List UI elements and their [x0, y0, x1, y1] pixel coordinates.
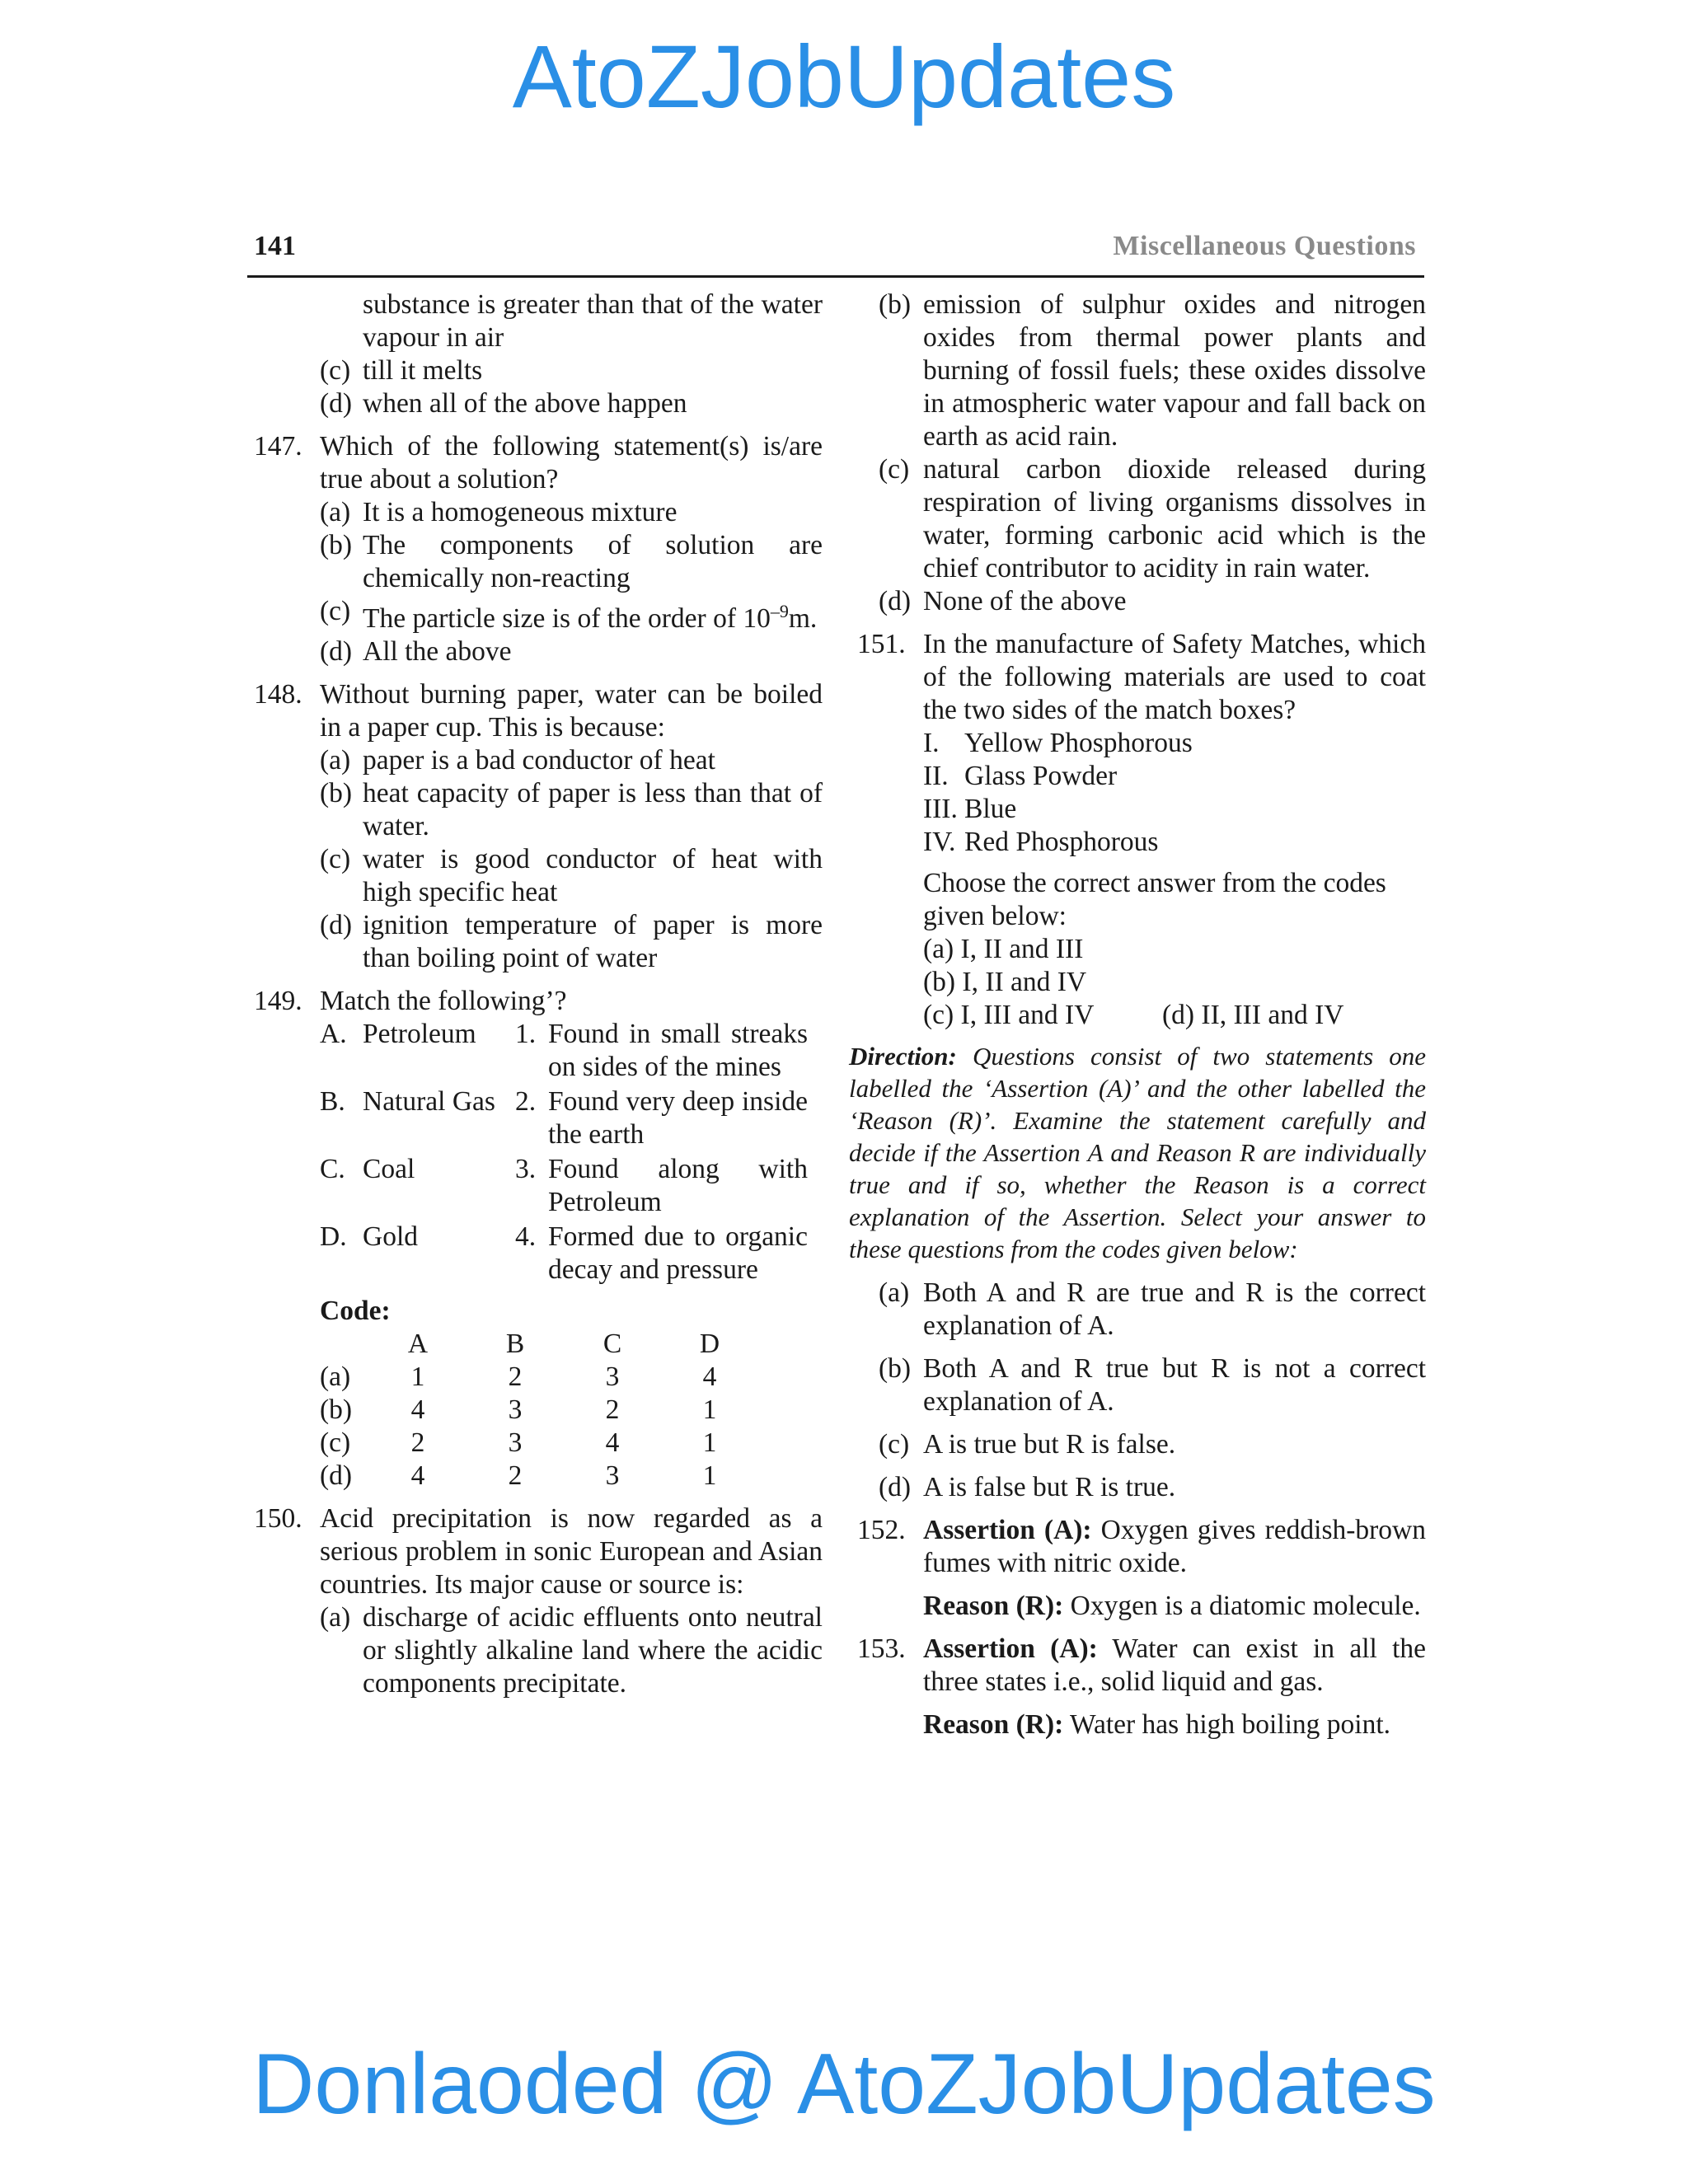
q150-option-b: (b) emission of sulphur oxides and nitrogen oxides from thermal power plants and burning of fossil fuels; these oxides dissolve in atmospheric water vapour and fall back on earth as acid rain.	[879, 289, 1426, 452]
continued-option-text: substance is greater than that of the water vapour in air	[363, 289, 823, 353]
q151-item-3: III. Blue	[923, 794, 1017, 824]
direction-option-d: (d) A is false but R is true.	[879, 1472, 1176, 1502]
direction-option-b: (b) Both A and R true but R is not a correct explanation of A.	[879, 1353, 1426, 1417]
q152-reason: Reason (R): Oxygen is a diatomic molecule.	[923, 1591, 1421, 1621]
code-table	[320, 1328, 758, 1493]
q151-item-4: IV. Red Phosphorous	[923, 827, 1159, 857]
code-row: (b) 4 3 2 1	[320, 1394, 717, 1426]
q148-option-b: (b) heat capacity of paper is less than that of water.	[320, 778, 823, 842]
q151-item-1: I. Yellow Phosphorous	[923, 728, 1193, 758]
q151-option-b: (b) I, II and IV	[923, 967, 1087, 997]
q148-option-a: (a) paper is a bad conductor of heat	[320, 745, 715, 776]
question-147: 147. Which of the following statement(s) is/are true about a solution?	[254, 431, 823, 494]
watermark-banner-bottom: Donlaoded @ AtoZJobUpdates	[252, 2036, 1436, 2132]
question-148: 148. Without burning paper, water can be boiled in a paper cup. This is because:	[254, 679, 823, 743]
right-column	[849, 288, 1426, 1741]
q151-options-c-d: (c) I, III and IV (d) II, III and IV	[923, 1000, 1344, 1030]
q147-option-d: (d) All the above	[320, 636, 512, 668]
q151-option-a: (a) I, II and III	[923, 934, 1084, 964]
q150-option-d: (d) None of the above	[879, 586, 1127, 616]
q147-option-b: (b) The components of solution are chemically non-reacting	[320, 530, 823, 593]
question-153: 153. Assertion (A): Water can exist in all the three states i.e., solid liquid and gas.	[857, 1633, 1426, 1697]
q147-option-c: (c) The particle size is of the order of $10^{-9}m$.	[320, 596, 818, 635]
code-row: (a) 1 2 3 4	[320, 1361, 717, 1393]
direction-text: Direction: Questions consist of two statements one labelled the ‘Assertion (A)’ and the other labelled the ‘Reason (R)’. Examine the statement carefully and decide if the Assertion A and Reason R are individually true and if so, whether the Reason is a correct explanation of the Assertion. Select your answer to these questions from the codes given below:	[849, 1042, 1426, 1263]
q151-item-2: II. Glass Powder	[923, 761, 1118, 791]
section-title: Miscellaneous Questions	[1113, 231, 1416, 261]
page-number: 141	[254, 231, 296, 261]
q150-option-a: (a) discharge of acidic effluents onto neutral or slightly alkaline land where the acidic components precipitate.	[320, 1602, 823, 1699]
code-row: (d) 4 2 3 1	[320, 1460, 717, 1492]
q150-option-c: (c) natural carbon dioxide released during respiration of living organisms dissolves in water, forming carbonic acid which is the chief contributor to acidity in rain water.	[879, 454, 1426, 583]
match-row: B. Natural Gas 2. Found very deep inside the earth	[320, 1086, 808, 1151]
direction-option-a: (a) Both A and R are true and R is the correct explanation of A.	[879, 1277, 1426, 1341]
q147-option-a: (a) It is a homogeneous mixture	[320, 497, 678, 527]
match-row: C. Coal 3. Found along with Petroleum	[320, 1154, 808, 1218]
code-label: Code:	[320, 1296, 391, 1327]
question-149: 149. Match the following’?	[254, 986, 567, 1017]
left-column	[254, 288, 823, 1700]
option-d: (d) when all of the above happen	[320, 388, 687, 419]
match-row: D. Gold 4. Formed due to organic decay and pressure	[320, 1221, 808, 1286]
match-row: A. Petroleum 1. Found in small streaks on sides of the mines	[320, 1019, 808, 1083]
q148-option-d: (d) ignition temperature of paper is more than boiling point of water	[320, 910, 823, 974]
header-rule	[247, 275, 1424, 278]
option-c: (c) till it melts	[320, 355, 483, 386]
question-150: 150. Acid precipitation is now regarded as a serious problem in sonic European and Asian countries. Its major cause or source is:	[254, 1503, 823, 1601]
code-row: (c) 2 3 4 1	[320, 1427, 717, 1459]
question-151: 151. In the manufacture of Safety Matches, which of the following materials are used to coat the two sides of the match boxes?	[857, 629, 1426, 725]
question-152: 152. Assertion (A): Oxygen gives reddish-brown fumes with nitric oxide.	[857, 1515, 1426, 1578]
watermark-banner-top: AtoZJobUpdates	[512, 26, 1176, 126]
direction-option-c: (c) A is true but R is false.	[879, 1429, 1176, 1460]
code-header-row: A B C D	[407, 1329, 720, 1360]
q153-reason: Reason (R): Water has high boiling point.	[923, 1709, 1391, 1740]
match-table	[320, 1018, 808, 1288]
q148-option-c: (c) water is good conductor of heat with high specific heat	[320, 844, 823, 908]
q151-instruction: Choose the correct answer from the codes given below:	[923, 868, 1386, 931]
